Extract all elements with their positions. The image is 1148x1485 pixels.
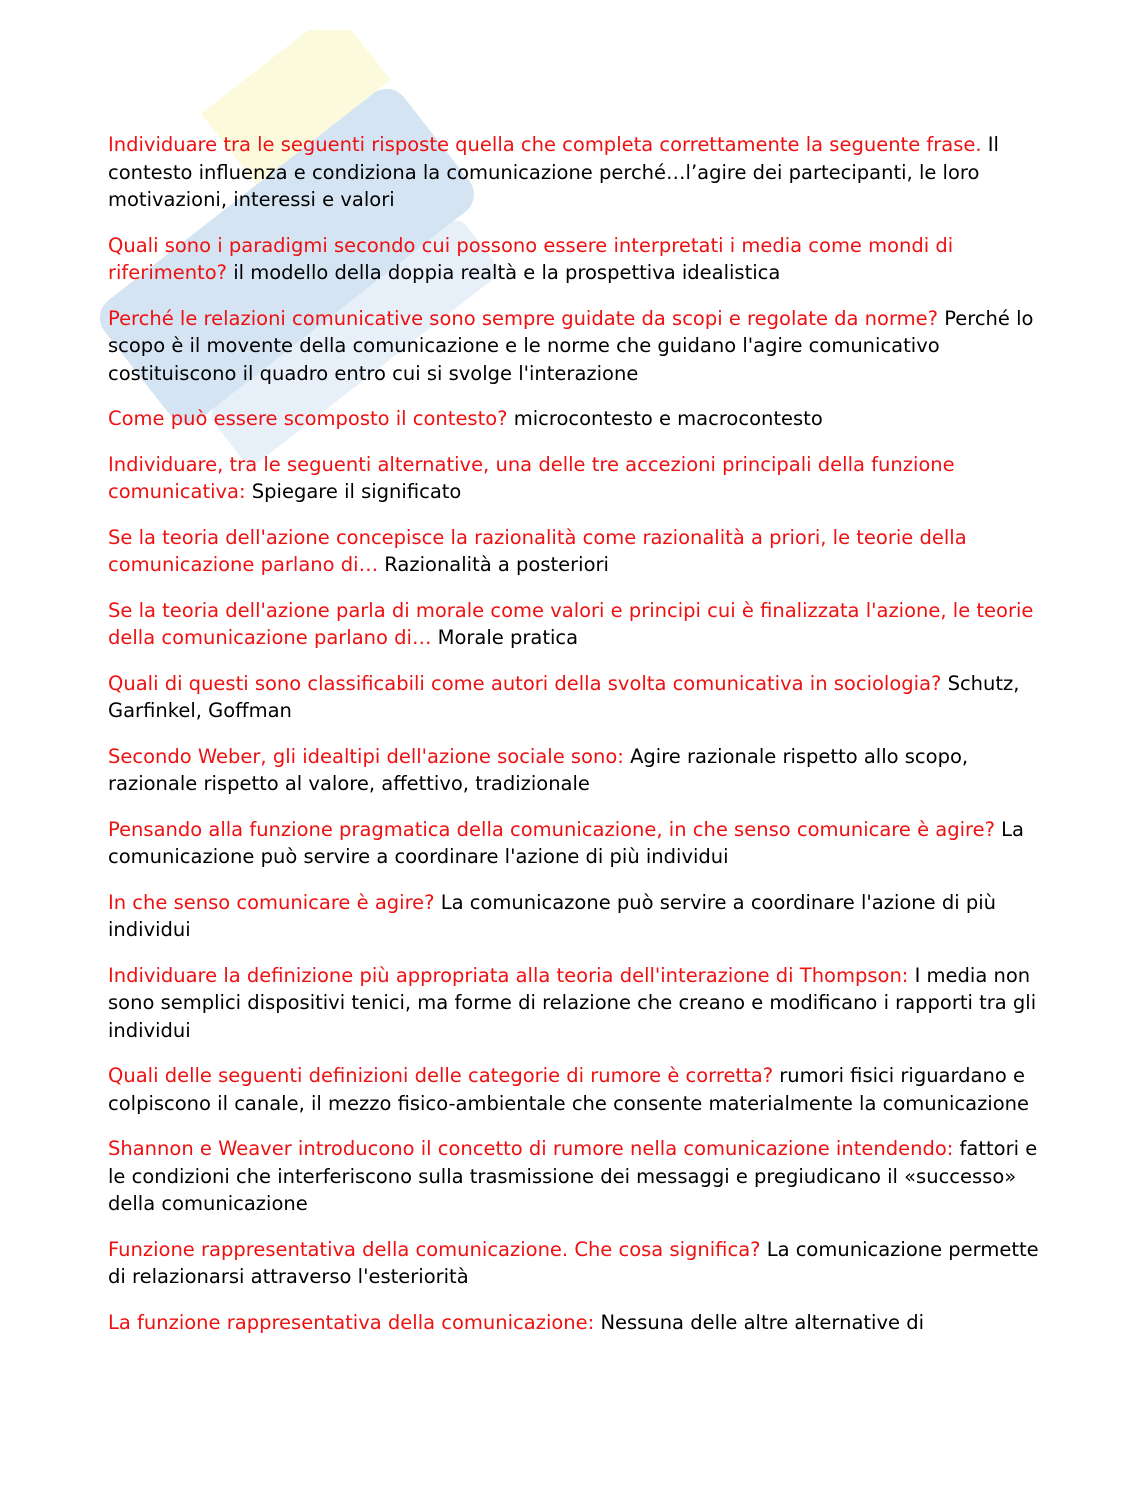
qa-item-11 bbox=[108, 889, 1043, 944]
answer-8: Schutz, Garfinkel, Goffman bbox=[108, 671, 1020, 722]
qa-item-12 bbox=[108, 962, 1043, 1045]
qa-item-6 bbox=[108, 524, 1043, 579]
answer-3: Perché lo scopo è il movente della comunicazione e le norme che guidano l'agire comunicativo costituiscono il quadro entro cui si svolge l'interazione bbox=[108, 306, 1034, 385]
question-8: Quali di questi sono classificabili come autori della svolta comunicativa in sociologia? bbox=[108, 671, 942, 695]
answer-15: La comunicazione permette di relazionarsi attraverso l'esteriorità bbox=[108, 1237, 1039, 1288]
qa-item-5 bbox=[108, 451, 1043, 506]
qa-item-10 bbox=[108, 816, 1043, 871]
answer-9: Agire razionale rispetto allo scopo, razionale rispetto al valore, affettivo, tradizionale bbox=[108, 744, 969, 795]
qa-item-4 bbox=[108, 405, 1043, 433]
qa-item-15 bbox=[108, 1236, 1043, 1291]
question-15: Funzione rappresentativa della comunicazione. Che cosa significa? bbox=[108, 1237, 761, 1261]
qa-item-13 bbox=[108, 1062, 1043, 1117]
answer-1: Il contesto influenza e condiziona la comunicazione perché…l’agire dei partecipanti, le loro motivazioni, interessi e valori bbox=[108, 133, 999, 211]
answer-2: il modello della doppia realtà e la prospettiva idealistica bbox=[233, 261, 781, 284]
question-14: Shannon e Weaver introducono il concetto di rumore nella comunicazione intendendo: bbox=[108, 1137, 954, 1160]
question-7: Se la teoria dell'azione parla di morale come valori e principi cui è finalizzata l'azione, le teorie della comunicazione parlano di… bbox=[108, 598, 1034, 649]
question-11: In che senso comunicare è agire? bbox=[108, 890, 435, 914]
qa-item-8 bbox=[108, 670, 1043, 725]
qa-item-2 bbox=[108, 232, 1043, 287]
question-4: Come può essere scomposto il contesto? bbox=[108, 407, 508, 430]
qa-item-1 bbox=[108, 131, 1043, 214]
qa-item-9 bbox=[108, 743, 1043, 798]
question-9: Secondo Weber, gli idealtipi dell'azione sociale sono: bbox=[108, 744, 624, 768]
answer-6: Razionalità a posteriori bbox=[384, 553, 609, 576]
question-6: Se la teoria dell'azione concepisce la razionalità come razionalità a priori, le teorie della comunicazione parlano di… bbox=[108, 525, 967, 576]
qa-list bbox=[108, 131, 1043, 1354]
question-5: Individuare, tra le seguenti alternative, una delle tre accezioni principali della funzione comunicativa: bbox=[108, 452, 955, 503]
qa-item-14 bbox=[108, 1135, 1043, 1218]
question-12: Individuare la definizione più appropriata alla teoria dell'interazione di Thompson: bbox=[108, 963, 909, 987]
question-16: La funzione rappresentativa della comunicazione: bbox=[108, 1310, 595, 1334]
answer-5: Spiegare il significato bbox=[251, 480, 462, 503]
answer-7: Morale pratica bbox=[437, 626, 579, 649]
answer-12: I media non sono semplici dispositivi tenici, ma forme di relazione che creano e modificano i rapporti tra gli individui bbox=[108, 963, 1037, 1042]
answer-11: La comunicazone può servire a coordinare l'azione di più individui bbox=[108, 890, 996, 941]
question-2: Quali sono i paradigmi secondo cui possono essere interpretati i media come mondi di riferimento? bbox=[108, 233, 954, 284]
answer-14: fattori e le condizioni che interferiscono sulla trasmissione dei messaggi e pregiudicano il «successo» della comunicazione bbox=[108, 1137, 1038, 1215]
question-13: Quali delle seguenti definizioni delle categorie di rumore è corretta? bbox=[108, 1064, 774, 1087]
question-3: Perché le relazioni comunicative sono sempre guidate da scopi e regolate da norme? bbox=[108, 306, 938, 330]
answer-10: La comunicazione può servire a coordinare l'azione di più individui bbox=[108, 817, 1024, 868]
answer-16: Nessuna delle altre alternative di bbox=[600, 1310, 924, 1334]
qa-item-7 bbox=[108, 597, 1043, 652]
qa-item-16 bbox=[108, 1309, 1043, 1337]
answer-13: rumori fisici riguardano e colpiscono il canale, il mezzo fisico-ambientale che consente materialmente la comunicazione bbox=[108, 1064, 1030, 1115]
question-10: Pensando alla funzione pragmatica della comunicazione, in che senso comunicare è agire? bbox=[108, 817, 995, 841]
answer-4: microcontesto e macrocontesto bbox=[513, 407, 823, 430]
qa-item-3 bbox=[108, 305, 1043, 388]
question-1: Individuare tra le seguenti risposte quella che completa correttamente la seguente frase. bbox=[108, 133, 982, 156]
